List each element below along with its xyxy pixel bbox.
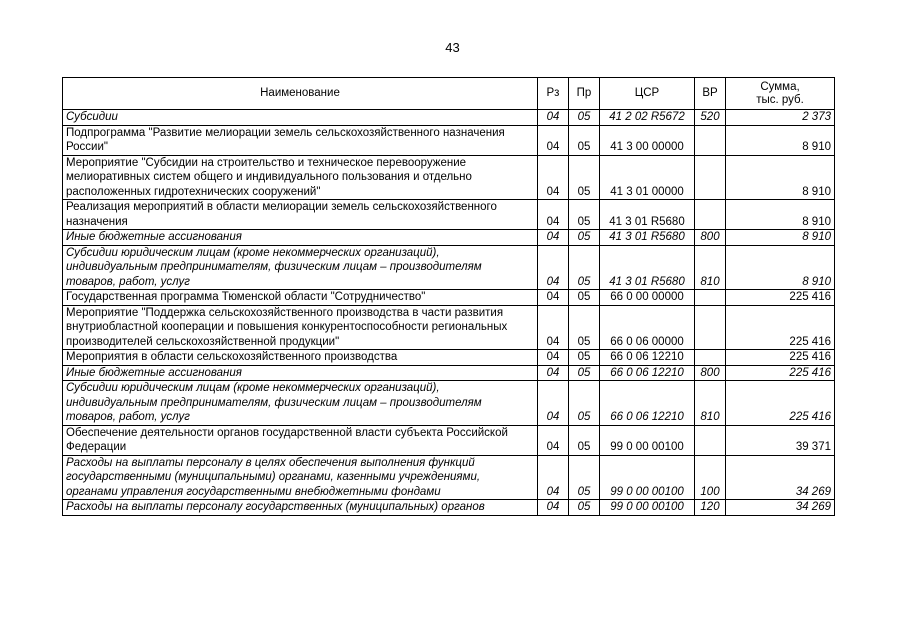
- row-rz-cell: 04: [538, 155, 569, 200]
- row-sum-cell: 8 910: [726, 125, 835, 155]
- table-row: [63, 200, 835, 230]
- row-csr-cell: 99 0 00 00100: [600, 425, 695, 455]
- row-pr-cell: 05: [569, 365, 600, 381]
- row-csr-cell: 41 3 01 00000: [600, 155, 695, 200]
- table-row: [63, 305, 835, 350]
- row-name-cell: Субсидии юридическим лицам (кроме некоммерческих организаций), индивидуальным предпринимателям, физическим лицам – производителям товаров, работ, услуг: [63, 245, 538, 290]
- header-sum: [726, 78, 835, 110]
- row-name-cell: Мероприятия в области сельскохозяйственного производства: [63, 350, 538, 366]
- table-row: [63, 230, 835, 246]
- header-sum-line1: Сумма,: [760, 80, 800, 93]
- row-vr-cell: [695, 290, 726, 306]
- row-pr-cell: 05: [569, 230, 600, 246]
- row-csr-cell: 99 0 00 00100: [600, 500, 695, 516]
- row-csr-cell: 66 0 06 12210: [600, 350, 695, 366]
- table-row: [63, 125, 835, 155]
- page-number: 43: [445, 40, 460, 55]
- row-csr-cell: 66 0 06 12210: [600, 381, 695, 426]
- table-row: [63, 455, 835, 500]
- row-rz-cell: 04: [538, 381, 569, 426]
- row-csr-cell: 66 0 06 12210: [600, 365, 695, 381]
- row-csr-cell: 41 3 01 R5680: [600, 200, 695, 230]
- row-name-cell: Субсидии юридическим лицам (кроме некоммерческих организаций), индивидуальным предпринимателям, физическим лицам – производителям товаров, работ, услуг: [63, 381, 538, 426]
- header-pr: Пр: [569, 78, 600, 110]
- row-sum-cell: 225 416: [726, 290, 835, 306]
- row-rz-cell: 04: [538, 245, 569, 290]
- row-pr-cell: 05: [569, 350, 600, 366]
- table-row: [63, 381, 835, 426]
- row-name-cell: Расходы на выплаты персоналу в целях обеспечения выполнения функций государственными (муниципальными) органами, казенными учреждениями, органами управления государственными внебюджетными фондами: [63, 455, 538, 500]
- row-rz-cell: 04: [538, 425, 569, 455]
- row-sum-cell: 8 910: [726, 230, 835, 246]
- row-pr-cell: 05: [569, 155, 600, 200]
- row-rz-cell: 04: [538, 200, 569, 230]
- budget-table: [62, 77, 835, 516]
- row-sum-cell: 8 910: [726, 245, 835, 290]
- row-name-cell: Реализация мероприятий в области мелиорации земель сельскохозяйственного назначения: [63, 200, 538, 230]
- row-rz-cell: 04: [538, 110, 569, 126]
- row-pr-cell: 05: [569, 200, 600, 230]
- row-rz-cell: 04: [538, 365, 569, 381]
- header-sum-line2: тыс. руб.: [756, 93, 804, 106]
- row-name-cell: Иные бюджетные ассигнования: [63, 365, 538, 381]
- row-rz-cell: 04: [538, 290, 569, 306]
- row-sum-cell: 2 373: [726, 110, 835, 126]
- table-row: [63, 350, 835, 366]
- table-row: [63, 245, 835, 290]
- row-sum-cell: 8 910: [726, 200, 835, 230]
- row-vr-cell: [695, 155, 726, 200]
- row-vr-cell: 800: [695, 230, 726, 246]
- row-pr-cell: 05: [569, 125, 600, 155]
- row-sum-cell: 225 416: [726, 350, 835, 366]
- row-sum-cell: 34 269: [726, 455, 835, 500]
- row-pr-cell: 05: [569, 245, 600, 290]
- row-pr-cell: 05: [569, 381, 600, 426]
- row-vr-cell: 120: [695, 500, 726, 516]
- row-vr-cell: 100: [695, 455, 726, 500]
- row-name-cell: Мероприятие "Субсидии на строительство и техническое перевооружение мелиоративных систем общего и индивидуального пользования и отдельно расположенных гидротехнических сооружений": [63, 155, 538, 200]
- table-row: [63, 500, 835, 516]
- row-name-cell: Государственная программа Тюменской области "Сотрудничество": [63, 290, 538, 306]
- row-name-cell: Мероприятие "Поддержка сельскохозяйственного производства в части развития внутриобластной кооперации и повышения конкурентоспособности региональных производителей сельскохозяйственной продукции": [63, 305, 538, 350]
- row-rz-cell: 04: [538, 350, 569, 366]
- row-csr-cell: 41 3 00 00000: [600, 125, 695, 155]
- row-vr-cell: [695, 125, 726, 155]
- row-pr-cell: 05: [569, 305, 600, 350]
- table-row: [63, 155, 835, 200]
- table-row: [63, 290, 835, 306]
- table-body: [63, 110, 835, 516]
- row-sum-cell: 225 416: [726, 365, 835, 381]
- row-csr-cell: 99 0 00 00100: [600, 455, 695, 500]
- row-name-cell: Подпрограмма "Развитие мелиорации земель сельскохозяйственного назначения России": [63, 125, 538, 155]
- header-rz: Рз: [538, 78, 569, 110]
- row-sum-cell: 39 371: [726, 425, 835, 455]
- row-vr-cell: [695, 425, 726, 455]
- row-pr-cell: 05: [569, 500, 600, 516]
- table-header-row: [63, 78, 835, 110]
- row-vr-cell: 800: [695, 365, 726, 381]
- row-sum-cell: 225 416: [726, 305, 835, 350]
- row-name-cell: Обеспечение деятельности органов государственной власти субъекта Российской Федерации: [63, 425, 538, 455]
- row-pr-cell: 05: [569, 455, 600, 500]
- row-sum-cell: 8 910: [726, 155, 835, 200]
- table-row: [63, 110, 835, 126]
- row-name-cell: Расходы на выплаты персоналу государственных (муниципальных) органов: [63, 500, 538, 516]
- header-vr: ВР: [695, 78, 726, 110]
- row-csr-cell: 66 0 00 00000: [600, 290, 695, 306]
- row-name-cell: Иные бюджетные ассигнования: [63, 230, 538, 246]
- row-csr-cell: 41 2 02 R5672: [600, 110, 695, 126]
- row-vr-cell: 810: [695, 245, 726, 290]
- row-csr-cell: 41 3 01 R5680: [600, 230, 695, 246]
- row-csr-cell: 66 0 06 00000: [600, 305, 695, 350]
- header-csr: ЦСР: [600, 78, 695, 110]
- row-rz-cell: 04: [538, 455, 569, 500]
- table-row: [63, 425, 835, 455]
- row-vr-cell: 810: [695, 381, 726, 426]
- row-rz-cell: 04: [538, 305, 569, 350]
- row-pr-cell: 05: [569, 425, 600, 455]
- row-pr-cell: 05: [569, 110, 600, 126]
- row-vr-cell: [695, 305, 726, 350]
- row-sum-cell: 225 416: [726, 381, 835, 426]
- row-rz-cell: 04: [538, 230, 569, 246]
- row-csr-cell: 41 3 01 R5680: [600, 245, 695, 290]
- header-name: Наименование: [63, 78, 538, 110]
- row-vr-cell: [695, 200, 726, 230]
- row-rz-cell: 04: [538, 500, 569, 516]
- row-sum-cell: 34 269: [726, 500, 835, 516]
- row-vr-cell: 520: [695, 110, 726, 126]
- table-row: [63, 365, 835, 381]
- row-name-cell: Субсидии: [63, 110, 538, 126]
- row-vr-cell: [695, 350, 726, 366]
- row-rz-cell: 04: [538, 125, 569, 155]
- row-pr-cell: 05: [569, 290, 600, 306]
